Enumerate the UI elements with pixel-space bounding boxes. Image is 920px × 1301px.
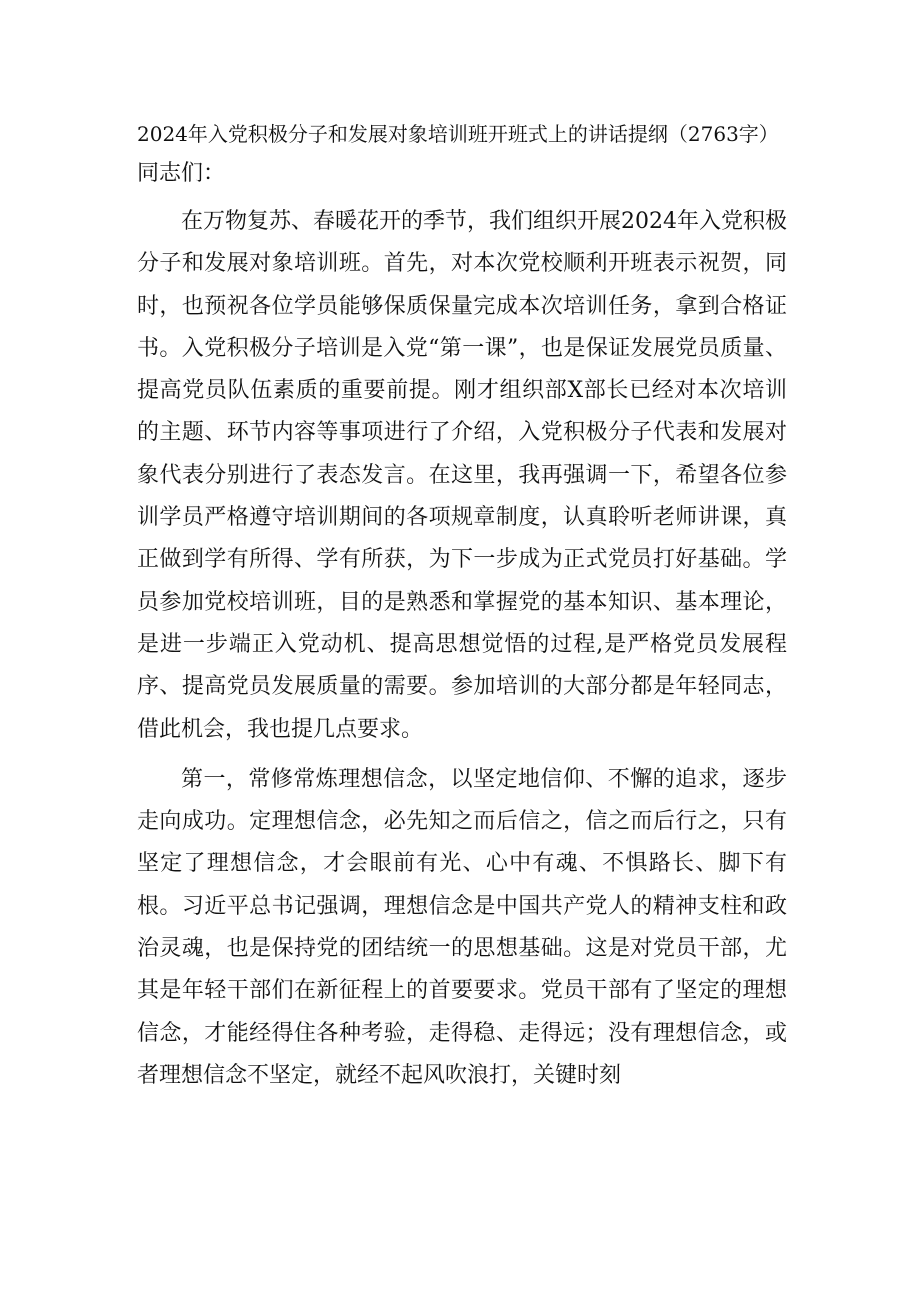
document-body — [137, 115, 787, 1097]
salutation: 同志们： — [137, 161, 226, 186]
paragraph-intro: 在万物复苏、春暖花开的季节，我们组织开展2024年入党积极分子和发展对象培训班。首先，对本次党校顺利开班表示祝贺，同时，也预祝各位学员能够保质保量完成本次培训任务，拿到合格证书。入党积极分子培训是入党“第一课”，也是保证发展党员质量、提高党员队伍素质的重要前提。刚才组织部X部长已经对本次培训的主题、环节内容等事项进行了介绍，入党积极分子代表和发展对象代表分别进行了表态发言。在这里，我再强调一下，希望各位参训学员严格遵守培训期间的各项规章制度，认真聆听老师讲课，真正做到学有所得、学有所获，为下一步成为正式党员打好基础。学员参加党校培训班，目的是熟悉和掌握党的基本知识、基本理论，是进一步端正入党动机、提高思想觉悟的过程,是严格党员发展程序、提高党员发展质量的需要。参加培训的大部分都是年轻同志，借此机会，我也提几点要求。 — [137, 209, 787, 742]
paragraph-first-requirement: 第一，常修常炼理想信念，以坚定地信仰、不懈的追求，逐步走向成功。定理想信念，必先知之而后信之，信之而后行之，只有坚定了理想信念，才会眼前有光、心中有魂、不惧路长、脚下有根。习近平总书记强调，理想信念是中国共产党人的精神支柱和政治灵魂，也是保持党的团结统一的思想基础。这是对党员干部，尤其是年轻干部们在新征程上的首要要求。党员干部有了坚定的理想信念，才能经得住各种考验，走得稳、走得远；没有理想信念，或者理想信念不坚定，就经不起风吹浪打，关键时刻 — [137, 766, 787, 1088]
document-title: 2024年入党积极分子和发展对象培训班开班式上的讲话提纲（2763字） — [137, 122, 779, 146]
